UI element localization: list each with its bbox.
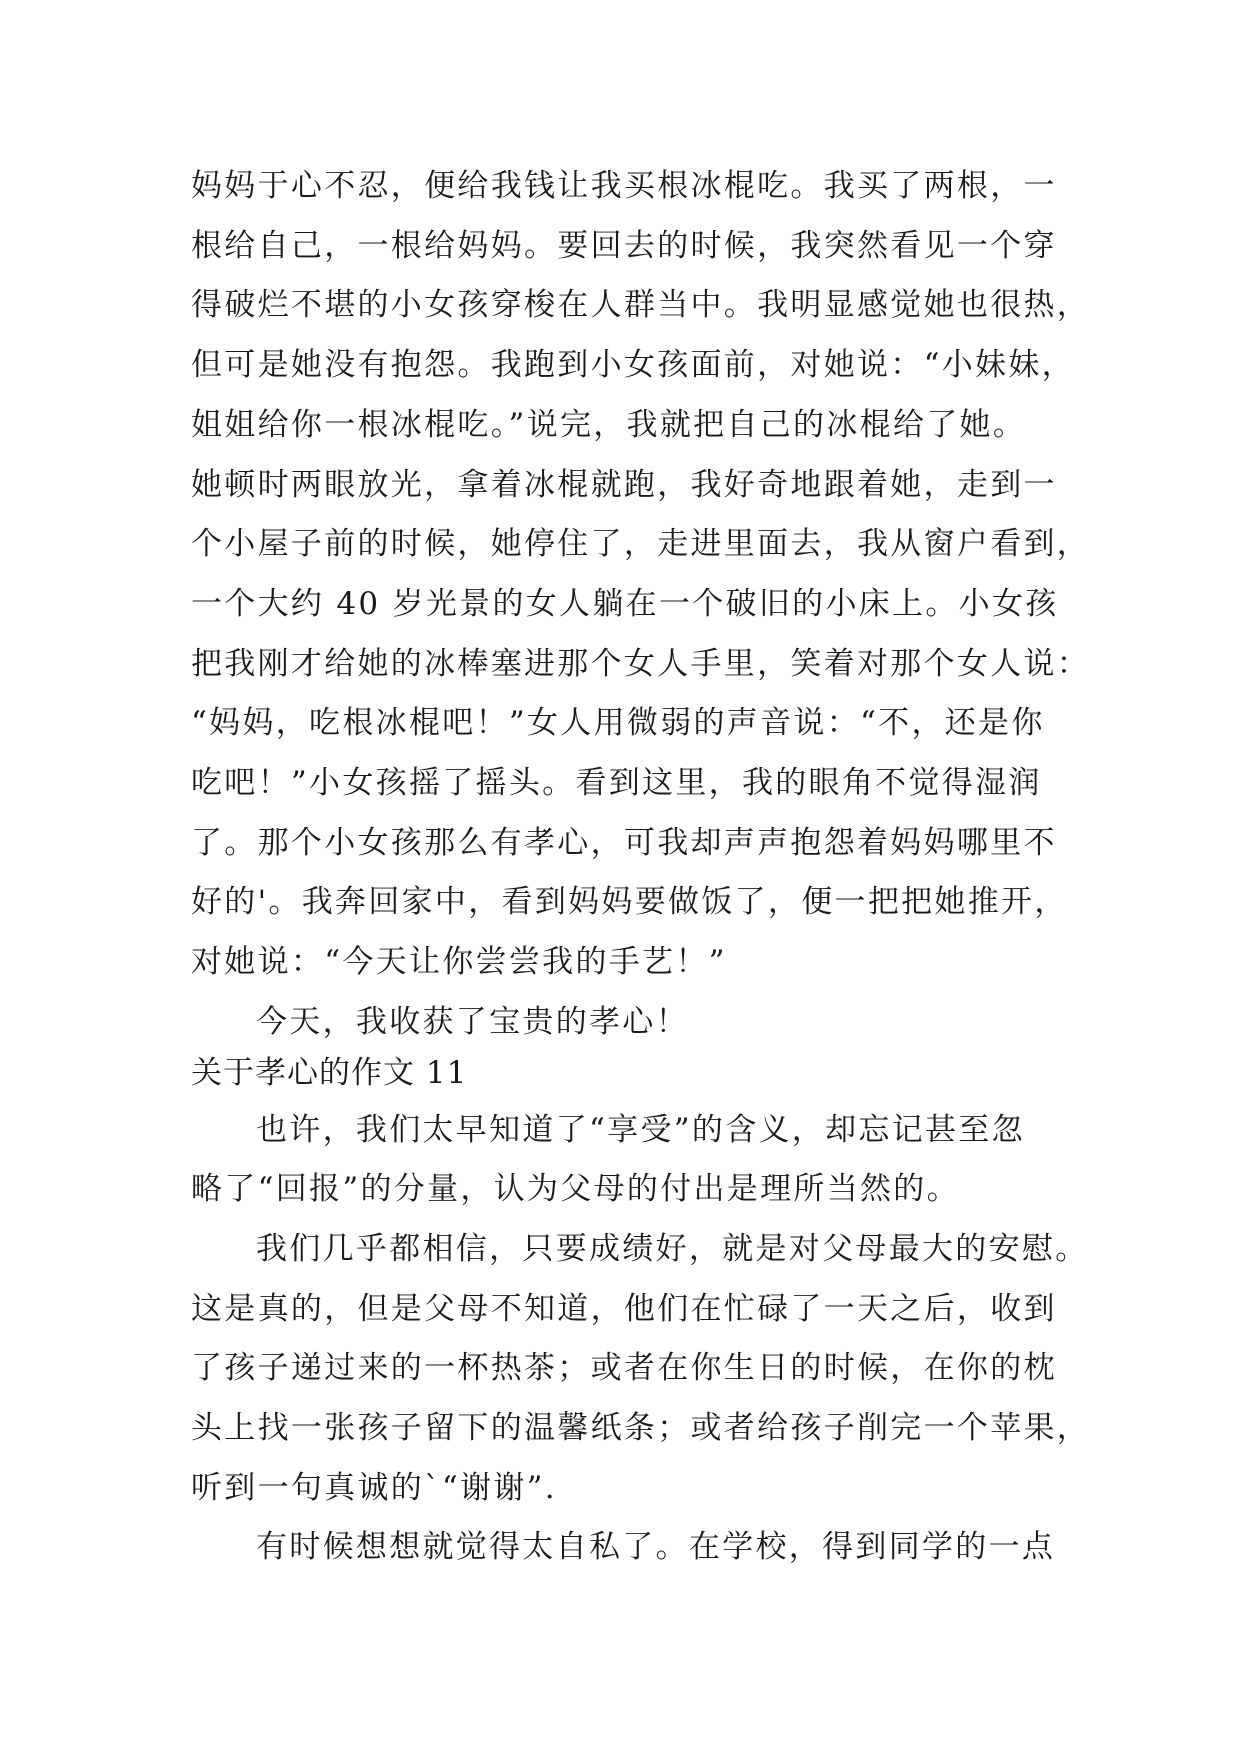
text-line: 把我刚才给她的冰棒塞进那个女人手里，笑着对那个女人说： [191, 646, 1091, 682]
text-line: 个小屋子前的时候，她停住了，走进里面去，我从窗户看到， [191, 526, 1091, 562]
text-line: 对她说：“今天让你尝尝我的手艺！” [191, 944, 727, 980]
text-line: 好的'。我奔回家中，看到妈妈要做饭了，便一把把她推开， [191, 884, 1068, 920]
text-line: 今天，我收获了宝贵的孝心！ [256, 1004, 689, 1040]
text-line: 听到一句真诚的`“谢谢”. [191, 1470, 557, 1506]
text-line: 姐姐给你一根冰棍吃。”说完，我就把自己的冰棍给了她。 [191, 407, 1027, 443]
text-line: 头上找一张孩子留下的温馨纸条；或者给孩子削完一个苹果， [191, 1410, 1091, 1446]
text-line: 吃吧！”小女孩摇了摇头。看到这里，我的眼角不觉得湿润 [191, 765, 1042, 801]
text-line: 有时候想想就觉得太自私了。在学校，得到同学的一点 [256, 1529, 1056, 1565]
text-line: 了孩子递过来的一杯热茶；或者在你生日的时候，在你的枕 [191, 1350, 1057, 1386]
text-line: 但可是她没有抱怨。我跑到小女孩面前，对她说：“小妹妹， [191, 347, 1075, 383]
text-line: 她顿时两眼放光，拿着冰棍就跑，我好奇地跟着她，走到一 [191, 467, 1057, 503]
text-line: 得破烂不堪的小女孩穿梭在人群当中。我明显感觉她也很热， [191, 287, 1091, 323]
text-line: 了。那个小女孩那么有孝心，可我却声声抱怨着妈妈哪里不 [191, 825, 1057, 861]
text-line: 一个大约 40 岁光景的女人躺在一个破旧的小床上。小女孩 [191, 586, 1059, 622]
text-line: 这是真的，但是父母不知道，他们在忙碌了一天之后，收到 [191, 1291, 1057, 1327]
text-line: 略了“回报”的分量，认为父母的付出是理所当然的。 [191, 1171, 960, 1207]
text-line: 我们几乎都相信，只要成绩好，就是对父母最大的安慰。 [256, 1231, 1089, 1267]
text-line: 根给自己，一根给妈妈。要回去的时候，我突然看见一个穿 [191, 228, 1057, 264]
text-line: “妈妈，吃根冰棍吧！”女人用微弱的声音说：“不，还是你 [191, 705, 1045, 741]
text-line: 妈妈于心不忍，便给我钱让我买根冰棍吃。我买了两根，一 [191, 168, 1057, 204]
text-line: 也许，我们太早知道了“享受”的含义，却忘记甚至忽 [256, 1112, 1025, 1148]
section-heading: 关于孝心的作文 11 [191, 1055, 468, 1091]
